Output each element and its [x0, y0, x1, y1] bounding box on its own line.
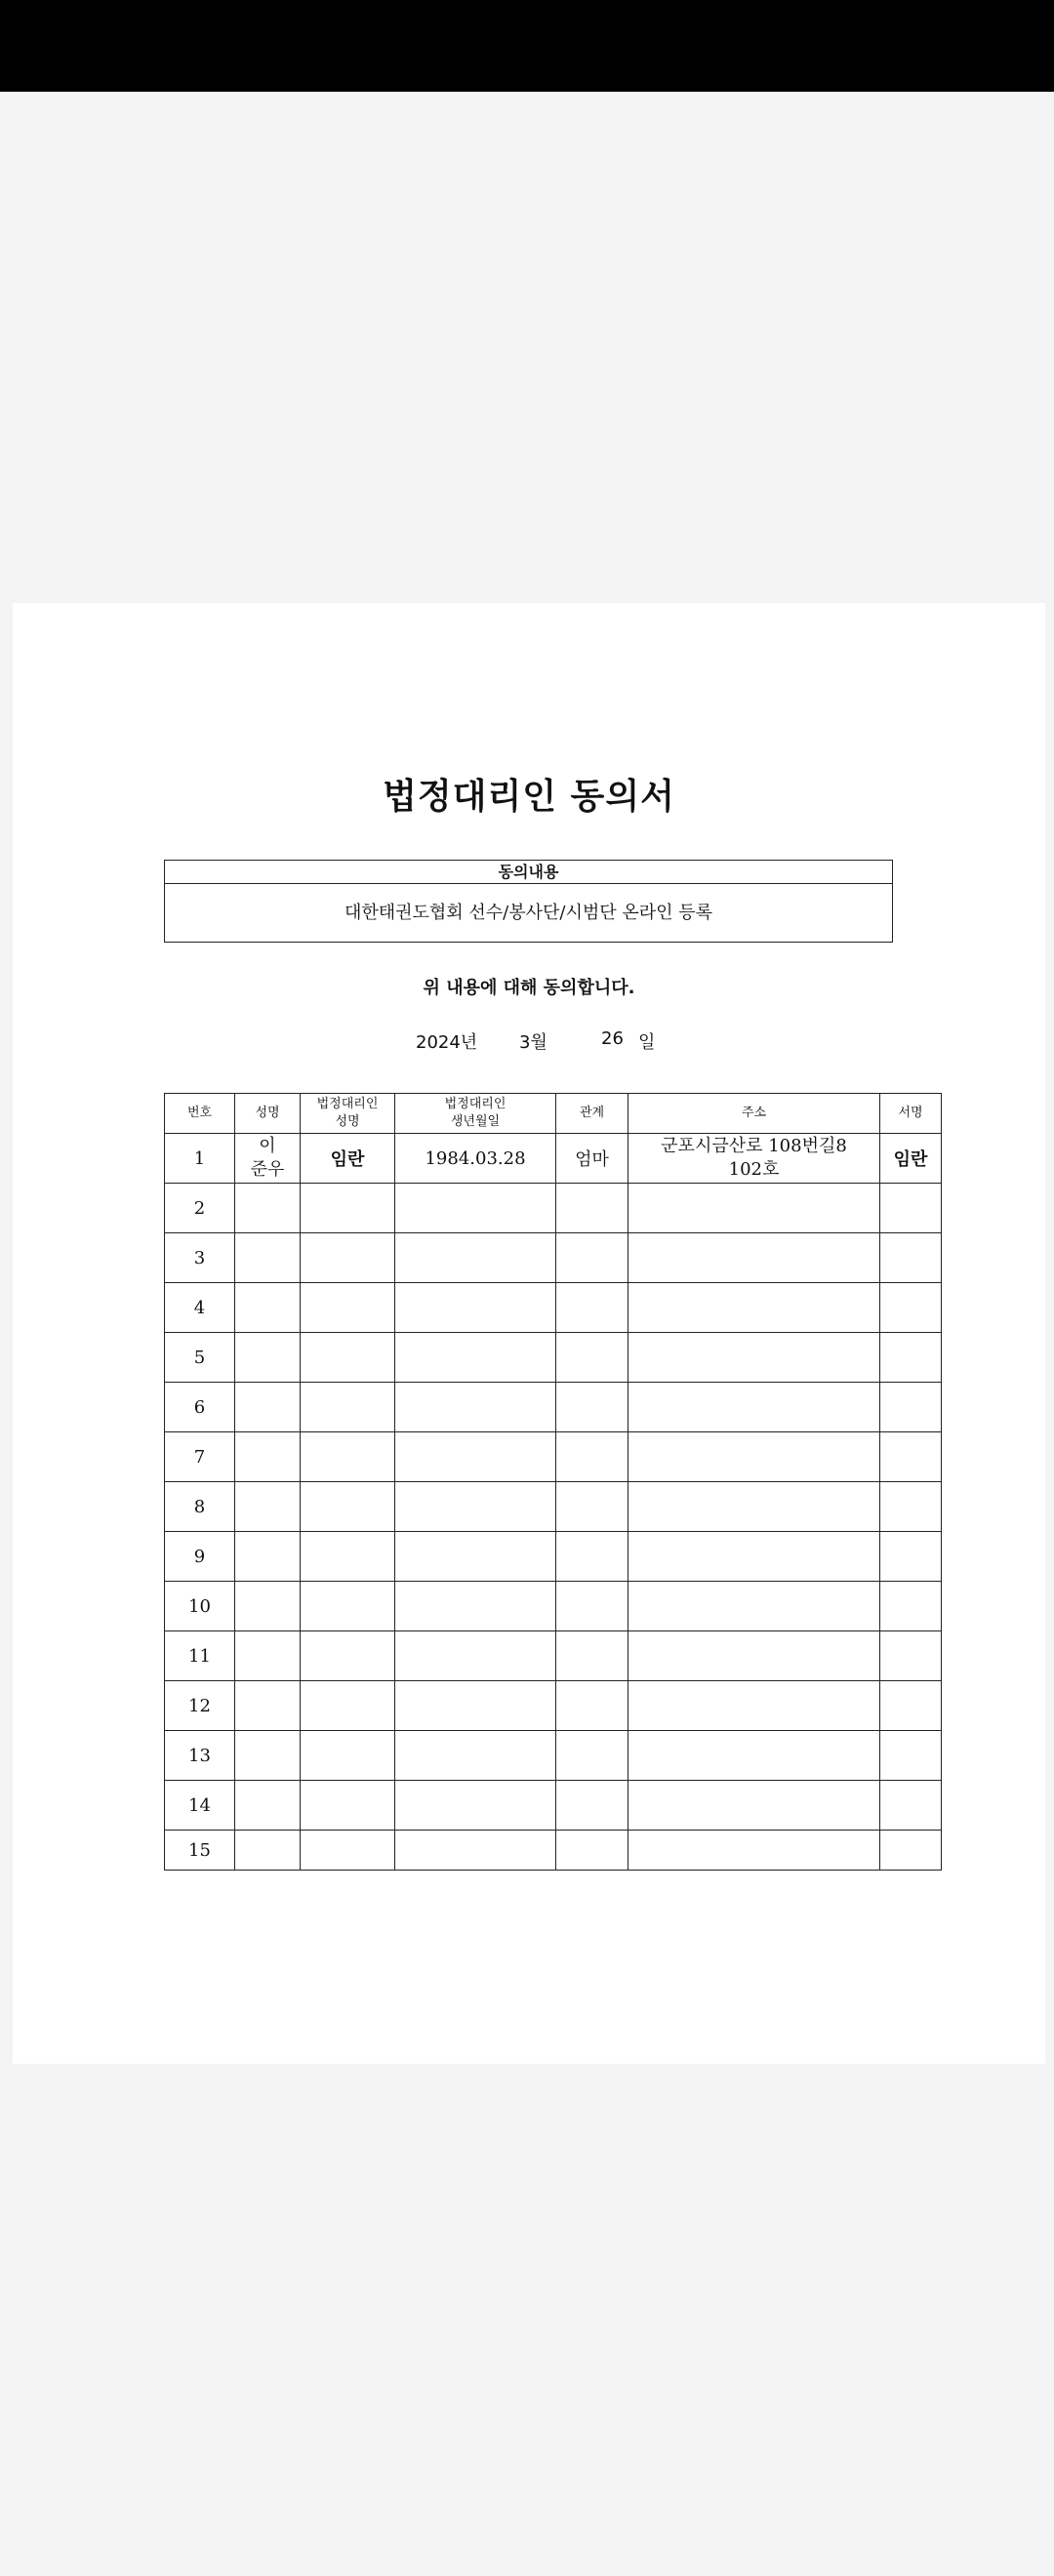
cell-name — [235, 1532, 301, 1582]
cell-signature — [880, 1383, 942, 1432]
cell-number: 8 — [165, 1482, 235, 1532]
cell-address — [628, 1383, 880, 1432]
header-signature: 서명 — [880, 1094, 942, 1134]
date-month: 3월 — [519, 1032, 547, 1053]
cell-signature — [880, 1631, 942, 1681]
cell-guardian-birthdate — [395, 1283, 556, 1333]
cell-number: 6 — [165, 1383, 235, 1432]
table-row — [165, 1383, 942, 1432]
cell-guardian-name — [301, 1233, 395, 1283]
cell-relationship — [556, 1383, 628, 1432]
cell-relationship — [556, 1831, 628, 1871]
cell-address — [628, 1681, 880, 1731]
cell-address — [628, 1781, 880, 1831]
header-address: 주소 — [628, 1094, 880, 1134]
table-row — [165, 1631, 942, 1681]
cell-guardian-name — [301, 1283, 395, 1333]
cell-number: 11 — [165, 1631, 235, 1681]
cell-guardian-birthdate — [395, 1233, 556, 1283]
cell-address — [628, 1631, 880, 1681]
cell-guardian-birthdate — [395, 1631, 556, 1681]
cell-address — [628, 1233, 880, 1283]
table-header-row — [165, 1094, 942, 1134]
cell-number: 13 — [165, 1731, 235, 1781]
cell-name — [235, 1283, 301, 1333]
cell-name: 이 준우 — [235, 1134, 301, 1184]
cell-guardian-name — [301, 1333, 395, 1383]
cell-guardian-birthdate — [395, 1532, 556, 1582]
cell-guardian-birthdate — [395, 1731, 556, 1781]
cell-guardian-name — [301, 1383, 395, 1432]
cell-guardian-birthdate — [395, 1681, 556, 1731]
cell-name — [235, 1631, 301, 1681]
table-row — [165, 1482, 942, 1532]
cell-number: 7 — [165, 1432, 235, 1482]
date-day-unit: 일 — [638, 1032, 656, 1053]
cell-number: 14 — [165, 1781, 235, 1831]
cell-relationship — [556, 1432, 628, 1482]
cell-address — [628, 1283, 880, 1333]
cell-name — [235, 1383, 301, 1432]
date-day: 26 — [601, 1028, 624, 1049]
table-row — [165, 1781, 942, 1831]
cell-relationship — [556, 1333, 628, 1383]
cell-name — [235, 1681, 301, 1731]
table-row — [165, 1532, 942, 1582]
header-number: 번호 — [165, 1094, 235, 1134]
cell-number: 10 — [165, 1582, 235, 1631]
cell-guardian-name — [301, 1731, 395, 1781]
table-row — [165, 1134, 942, 1184]
registration-table — [164, 1093, 942, 1871]
cell-signature — [880, 1582, 942, 1631]
cell-signature — [880, 1432, 942, 1482]
cell-address — [628, 1582, 880, 1631]
cell-address — [628, 1532, 880, 1582]
cell-relationship: 엄마 — [556, 1134, 628, 1184]
cell-name — [235, 1731, 301, 1781]
document-page — [13, 603, 1045, 2064]
cell-guardian-birthdate — [395, 1831, 556, 1871]
cell-guardian-name — [301, 1184, 395, 1233]
cell-address — [628, 1184, 880, 1233]
cell-name — [235, 1432, 301, 1482]
cell-relationship — [556, 1582, 628, 1631]
header-guardian-name: 법정대리인 성명 — [301, 1094, 395, 1134]
consent-body: 대한태권도협회 선수/봉사단/시범단 온라인 등록 — [344, 903, 713, 923]
cell-guardian-name — [301, 1681, 395, 1731]
cell-guardian-birthdate: 1984.03.28 — [395, 1134, 556, 1184]
cell-guardian-birthdate — [395, 1582, 556, 1631]
cell-guardian-birthdate — [395, 1333, 556, 1383]
cell-guardian-name — [301, 1781, 395, 1831]
cell-number: 4 — [165, 1283, 235, 1333]
cell-name — [235, 1184, 301, 1233]
table-row — [165, 1233, 942, 1283]
cell-name — [235, 1781, 301, 1831]
cell-number: 9 — [165, 1532, 235, 1582]
cell-name — [235, 1582, 301, 1631]
cell-address — [628, 1333, 880, 1383]
consent-box — [164, 860, 893, 943]
cell-relationship — [556, 1283, 628, 1333]
cell-address — [628, 1432, 880, 1482]
cell-signature — [880, 1482, 942, 1532]
cell-address: 군포시금산로 108번길8 102호 — [628, 1134, 880, 1184]
date-year: 2024년 — [416, 1032, 478, 1053]
header-name: 성명 — [235, 1094, 301, 1134]
table-row — [165, 1333, 942, 1383]
table-row — [165, 1731, 942, 1781]
cell-relationship — [556, 1631, 628, 1681]
cell-number: 1 — [165, 1134, 235, 1184]
cell-address — [628, 1831, 880, 1871]
cell-guardian-name — [301, 1482, 395, 1532]
agree-statement: 위 내용에 대해 동의합니다. — [423, 978, 635, 998]
table-row — [165, 1582, 942, 1631]
cell-address — [628, 1482, 880, 1532]
consent-header: 동의내용 — [165, 861, 892, 884]
cell-relationship — [556, 1233, 628, 1283]
cell-name — [235, 1482, 301, 1532]
status-bar — [0, 0, 1054, 92]
cell-guardian-birthdate — [395, 1184, 556, 1233]
table-row — [165, 1432, 942, 1482]
cell-guardian-name: 임란 — [301, 1134, 395, 1184]
cell-guardian-birthdate — [395, 1781, 556, 1831]
cell-name — [235, 1831, 301, 1871]
cell-guardian-birthdate — [395, 1383, 556, 1432]
cell-signature — [880, 1681, 942, 1731]
cell-signature — [880, 1781, 942, 1831]
cell-guardian-birthdate — [395, 1482, 556, 1532]
cell-guardian-birthdate — [395, 1432, 556, 1482]
cell-relationship — [556, 1532, 628, 1582]
cell-signature — [880, 1731, 942, 1781]
cell-relationship — [556, 1781, 628, 1831]
cell-signature: 임란 — [880, 1134, 942, 1184]
cell-signature — [880, 1532, 942, 1582]
cell-guardian-name — [301, 1631, 395, 1681]
cell-number: 15 — [165, 1831, 235, 1871]
table-row — [165, 1184, 942, 1233]
cell-relationship — [556, 1681, 628, 1731]
table-row — [165, 1283, 942, 1333]
cell-signature — [880, 1333, 942, 1383]
cell-number: 2 — [165, 1184, 235, 1233]
cell-signature — [880, 1283, 942, 1333]
cell-number: 3 — [165, 1233, 235, 1283]
table-row — [165, 1681, 942, 1731]
table-row — [165, 1831, 942, 1871]
cell-guardian-name — [301, 1831, 395, 1871]
cell-guardian-name — [301, 1582, 395, 1631]
cell-number: 5 — [165, 1333, 235, 1383]
cell-relationship — [556, 1482, 628, 1532]
cell-signature — [880, 1831, 942, 1871]
cell-guardian-name — [301, 1532, 395, 1582]
cell-signature — [880, 1184, 942, 1233]
document-title: 법정대리인 동의서 — [383, 777, 675, 817]
cell-relationship — [556, 1731, 628, 1781]
cell-signature — [880, 1233, 942, 1283]
cell-relationship — [556, 1184, 628, 1233]
header-relationship: 관계 — [556, 1094, 628, 1134]
cell-number: 12 — [165, 1681, 235, 1731]
cell-name — [235, 1333, 301, 1383]
cell-name — [235, 1233, 301, 1283]
cell-address — [628, 1731, 880, 1781]
header-guardian-birthdate: 법정대리인 생년월일 — [395, 1094, 556, 1134]
cell-guardian-name — [301, 1432, 395, 1482]
